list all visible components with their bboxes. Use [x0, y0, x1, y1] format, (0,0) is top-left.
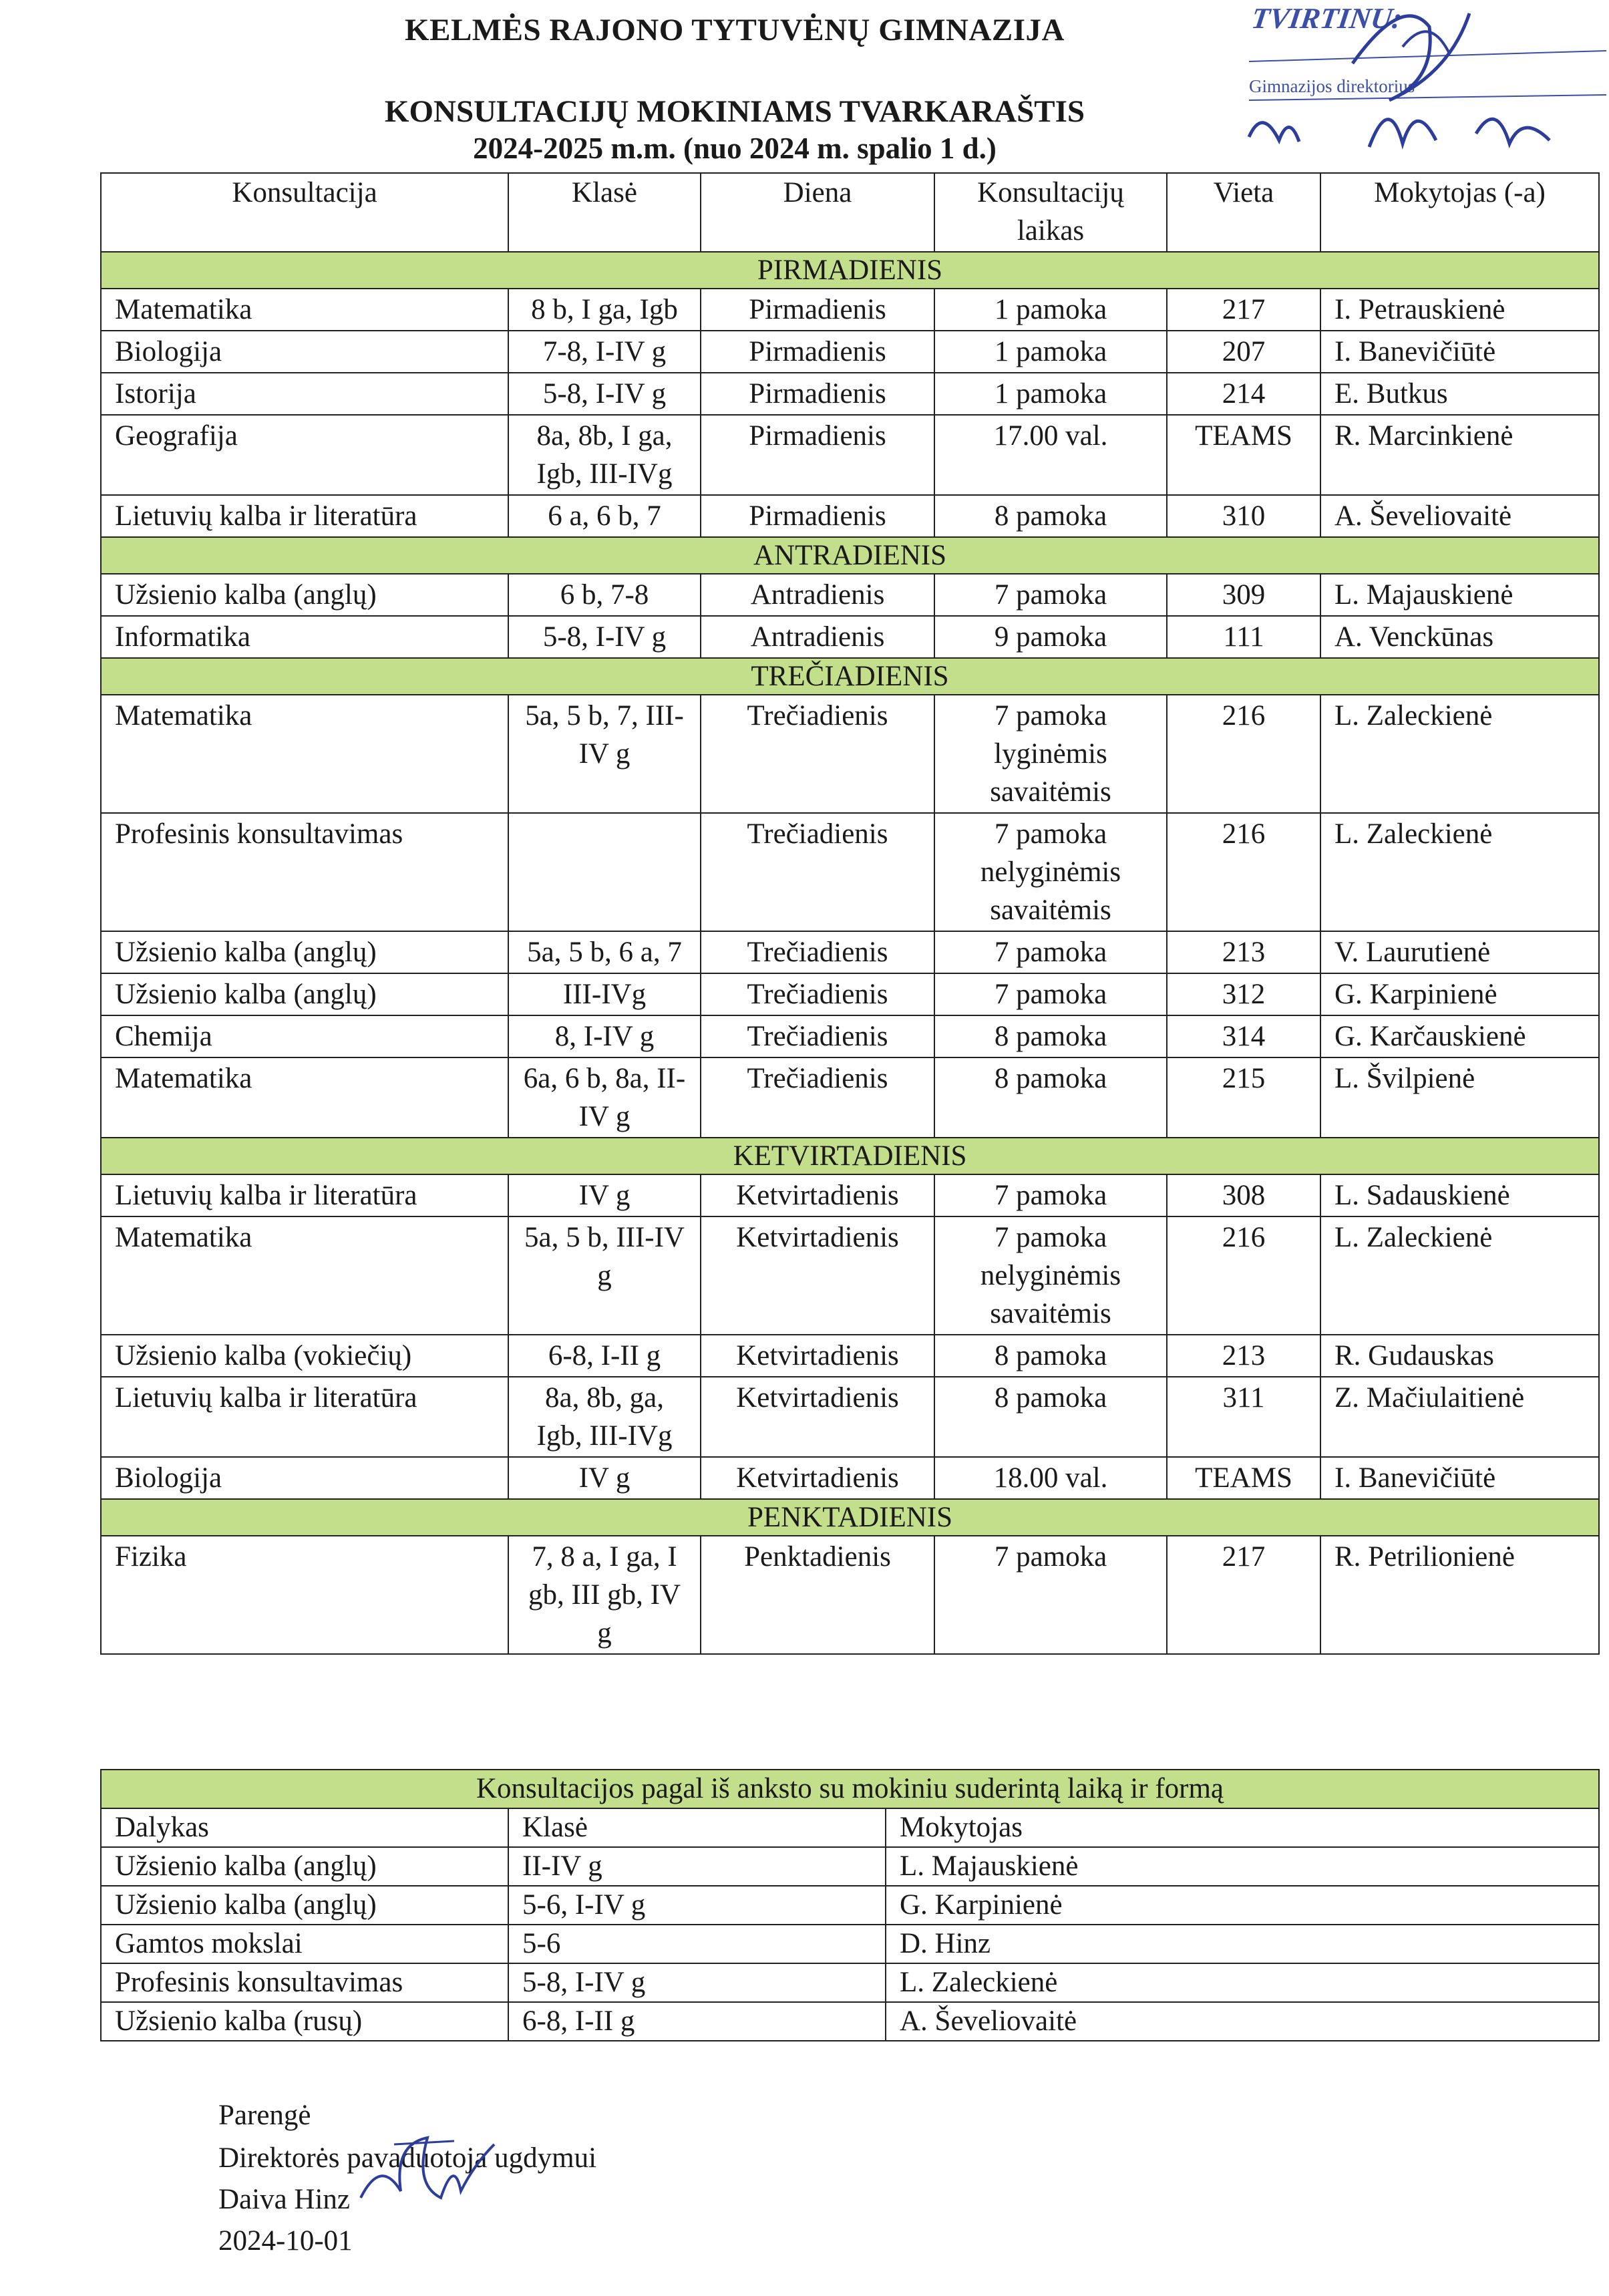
day-cell: Penktadienis [701, 1536, 934, 1654]
day-cell: Ketvirtadienis [701, 1457, 934, 1499]
time-cell: 7 pamoka nelyginėmis savaitėmis [934, 1216, 1167, 1335]
class-cell: IV g [508, 1457, 701, 1499]
author-position: Direktorės pavaduotoja ugdymui [218, 2142, 597, 2174]
class-cell: II-IV g [508, 1847, 886, 1886]
class-cell: 5-6, I-IV g [508, 1886, 886, 1925]
flexible-row [101, 1886, 1599, 1925]
flexible-title-row [101, 1770, 1599, 1808]
teacher-cell: I. Petrauskienė [1320, 289, 1599, 331]
time-cell: 8 pamoka [934, 1015, 1167, 1057]
class-cell: 7, 8 a, I ga, I gb, III gb, IV g [508, 1536, 701, 1654]
room-cell: 207 [1167, 331, 1320, 373]
day-heading-row [101, 658, 1599, 695]
time-cell: 7 pamoka [934, 574, 1167, 616]
flexible-row [101, 1963, 1599, 2002]
room-cell: 310 [1167, 495, 1320, 537]
day-cell: Ketvirtadienis [701, 1174, 934, 1216]
time-cell: 8 pamoka [934, 1335, 1167, 1377]
room-cell: 216 [1167, 695, 1320, 813]
time-cell: 1 pamoka [934, 373, 1167, 415]
time-cell: 7 pamoka [934, 1174, 1167, 1216]
schedule-header-row [101, 173, 1599, 252]
class-cell: 8, I-IV g [508, 1015, 701, 1057]
subject-cell: Istorija [101, 373, 508, 415]
day-heading-row [101, 1138, 1599, 1174]
schedule-row [101, 1216, 1599, 1335]
time-cell: 8 pamoka [934, 495, 1167, 537]
flexible-consultations-table [100, 1769, 1600, 2041]
column-header: Klasė [508, 173, 701, 252]
day-heading: TREČIADIENIS [101, 658, 1599, 695]
subject-cell: Gamtos mokslai [101, 1925, 508, 1963]
column-header: Konsultacija [101, 173, 508, 252]
time-cell: 1 pamoka [934, 331, 1167, 373]
schedule-row [101, 1457, 1599, 1499]
teacher-cell: R. Petrilionienė [1320, 1536, 1599, 1654]
column-header: Dalykas [101, 1808, 508, 1847]
column-header: Diena [701, 173, 934, 252]
day-heading: ANTRADIENIS [101, 537, 1599, 574]
class-cell: 5a, 5 b, 6 a, 7 [508, 931, 701, 973]
schedule-row [101, 373, 1599, 415]
day-heading-row [101, 252, 1599, 289]
schedule-row [101, 1377, 1599, 1457]
svg-text:Gimnazijos direktorius: Gimnazijos direktorius [1249, 76, 1415, 96]
day-cell: Pirmadienis [701, 289, 934, 331]
day-cell: Ketvirtadienis [701, 1335, 934, 1377]
subject-cell: Užsienio kalba (anglų) [101, 1847, 508, 1886]
class-cell: 6-8, I-II g [508, 2002, 886, 2041]
time-cell: 7 pamoka [934, 1536, 1167, 1654]
room-cell: 312 [1167, 973, 1320, 1015]
day-cell: Trečiadienis [701, 813, 934, 931]
room-cell: 311 [1167, 1377, 1320, 1457]
class-cell: 8a, 8b, I ga, Igb, III-IVg [508, 415, 701, 495]
room-cell: 309 [1167, 574, 1320, 616]
schedule-row [101, 695, 1599, 813]
schedule-row [101, 289, 1599, 331]
class-cell: IV g [508, 1174, 701, 1216]
subject-cell: Lietuvių kalba ir literatūra [101, 1174, 508, 1216]
day-cell: Trečiadienis [701, 695, 934, 813]
flexible-row [101, 1925, 1599, 1963]
subject-cell: Chemija [101, 1015, 508, 1057]
subject-cell: Matematika [101, 695, 508, 813]
schedule-row [101, 813, 1599, 931]
teacher-cell: L. Švilpienė [1320, 1057, 1599, 1138]
class-cell: 8a, 8b, ga, Igb, III-IVg [508, 1377, 701, 1457]
day-heading-row [101, 537, 1599, 574]
column-header: Konsultacijų laikas [934, 173, 1167, 252]
teacher-cell: I. Banevičiūtė [1320, 1457, 1599, 1499]
column-header: Mokytojas [886, 1808, 1599, 1847]
author-signature [354, 2118, 501, 2218]
day-cell: Antradienis [701, 616, 934, 658]
approval-stamp [1236, 0, 1609, 154]
subject-cell: Užsienio kalba (rusų) [101, 2002, 508, 2041]
teacher-cell: L. Zaleckienė [1320, 695, 1599, 813]
day-heading-row [101, 1499, 1599, 1536]
room-cell: 216 [1167, 813, 1320, 931]
teacher-cell: L. Zaleckienė [886, 1963, 1599, 2002]
room-cell: TEAMS [1167, 1457, 1320, 1499]
column-header: Vieta [1167, 173, 1320, 252]
subject-cell: Užsienio kalba (anglų) [101, 931, 508, 973]
class-cell: 8 b, I ga, Igb [508, 289, 701, 331]
day-cell: Pirmadienis [701, 331, 934, 373]
time-cell: 7 pamoka lyginėmis savaitėmis [934, 695, 1167, 813]
subject-cell: Biologija [101, 1457, 508, 1499]
subject-cell: Biologija [101, 331, 508, 373]
day-cell: Trečiadienis [701, 1057, 934, 1138]
column-header: Klasė [508, 1808, 886, 1847]
class-cell [508, 813, 701, 931]
teacher-cell: A. Ševeliovaitė [1320, 495, 1599, 537]
teacher-cell: A. Ševeliovaitė [886, 2002, 1599, 2041]
room-cell: 215 [1167, 1057, 1320, 1138]
teacher-cell: G. Karčauskienė [1320, 1015, 1599, 1057]
day-cell: Pirmadienis [701, 415, 934, 495]
room-cell: 216 [1167, 1216, 1320, 1335]
day-heading: PENKTADIENIS [101, 1499, 1599, 1536]
schedule-row [101, 931, 1599, 973]
author-name: Daiva Hinz [218, 2184, 351, 2215]
teacher-cell: I. Banevičiūtė [1320, 331, 1599, 373]
teacher-cell: R. Gudauskas [1320, 1335, 1599, 1377]
schedule-row [101, 495, 1599, 537]
flexible-row [101, 2002, 1599, 2041]
subject-cell: Užsienio kalba (anglų) [101, 1886, 508, 1925]
teacher-cell: R. Marcinkienė [1320, 415, 1599, 495]
class-cell: 6 a, 6 b, 7 [508, 495, 701, 537]
room-cell: 213 [1167, 931, 1320, 973]
teacher-cell: L. Majauskienė [1320, 574, 1599, 616]
class-cell: 5-8, I-IV g [508, 1963, 886, 2002]
day-heading: KETVIRTADIENIS [101, 1138, 1599, 1174]
subject-cell: Užsienio kalba (vokiečių) [101, 1335, 508, 1377]
teacher-cell: Z. Mačiulaitienė [1320, 1377, 1599, 1457]
schedule-row [101, 1335, 1599, 1377]
class-cell: 6-8, I-II g [508, 1335, 701, 1377]
teacher-cell: L. Sadauskienė [1320, 1174, 1599, 1216]
teacher-cell: D. Hinz [886, 1925, 1599, 1963]
schedule-row [101, 616, 1599, 658]
time-cell: 18.00 val. [934, 1457, 1167, 1499]
room-cell: 217 [1167, 1536, 1320, 1654]
prepared-by-label: Parengė [218, 2100, 311, 2131]
teacher-cell: L. Zaleckienė [1320, 1216, 1599, 1335]
class-cell: 6 b, 7-8 [508, 574, 701, 616]
teacher-cell: L. Zaleckienė [1320, 813, 1599, 931]
day-cell: Pirmadienis [701, 495, 934, 537]
room-cell: 214 [1167, 373, 1320, 415]
document-period: 2024-2025 m.m. (nuo 2024 m. spalio 1 d.) [473, 132, 997, 165]
class-cell: III-IVg [508, 973, 701, 1015]
day-cell: Ketvirtadienis [701, 1377, 934, 1457]
subject-cell: Fizika [101, 1536, 508, 1654]
teacher-cell: L. Majauskienė [886, 1847, 1599, 1886]
room-cell: 111 [1167, 616, 1320, 658]
room-cell: 308 [1167, 1174, 1320, 1216]
schedule-row [101, 973, 1599, 1015]
time-cell: 7 pamoka nelyginėmis savaitėmis [934, 813, 1167, 931]
schedule-row [101, 415, 1599, 495]
class-cell: 5a, 5 b, III-IV g [508, 1216, 701, 1335]
flexible-title: Konsultacijos pagal iš anksto su mokiniu suderintą laiką ir formą [101, 1770, 1599, 1808]
schedule-row [101, 1536, 1599, 1654]
time-cell: 1 pamoka [934, 289, 1167, 331]
svg-text:TVIRTINU:: TVIRTINU: [1249, 2, 1405, 35]
class-cell: 7-8, I-IV g [508, 331, 701, 373]
teacher-cell: V. Laurutienė [1320, 931, 1599, 973]
time-cell: 8 pamoka [934, 1377, 1167, 1457]
class-cell: 5-8, I-IV g [508, 373, 701, 415]
day-cell: Pirmadienis [701, 373, 934, 415]
day-cell: Ketvirtadienis [701, 1216, 934, 1335]
class-cell: 6a, 6 b, 8a, II- IV g [508, 1057, 701, 1138]
document-title: KONSULTACIJŲ MOKINIAMS TVARKARAŠTIS [384, 94, 1085, 129]
subject-cell: Matematika [101, 1216, 508, 1335]
subject-cell: Užsienio kalba (anglų) [101, 574, 508, 616]
class-cell: 5-6 [508, 1925, 886, 1963]
flexible-row [101, 1847, 1599, 1886]
school-name: KELMĖS RAJONO TYTUVĖNŲ GIMNAZIJA [405, 13, 1065, 47]
document-date: 2024-10-01 [218, 2225, 353, 2257]
class-cell: 5a, 5 b, 7, III-IV g [508, 695, 701, 813]
schedule-row [101, 1174, 1599, 1216]
schedule-row [101, 1015, 1599, 1057]
day-cell: Antradienis [701, 574, 934, 616]
column-header: Mokytojas (-a) [1320, 173, 1599, 252]
teacher-cell: G. Karpinienė [886, 1886, 1599, 1925]
subject-cell: Profesinis konsultavimas [101, 813, 508, 931]
class-cell: 5-8, I-IV g [508, 616, 701, 658]
day-cell: Trečiadienis [701, 931, 934, 973]
time-cell: 9 pamoka [934, 616, 1167, 658]
subject-cell: Matematika [101, 289, 508, 331]
teacher-cell: A. Venckūnas [1320, 616, 1599, 658]
subject-cell: Geografija [101, 415, 508, 495]
room-cell: 314 [1167, 1015, 1320, 1057]
schedule-row [101, 331, 1599, 373]
subject-cell: Užsienio kalba (anglų) [101, 973, 508, 1015]
day-cell: Trečiadienis [701, 1015, 934, 1057]
flexible-header-row [101, 1808, 1599, 1847]
subject-cell: Lietuvių kalba ir literatūra [101, 1377, 508, 1457]
consultation-schedule-table [100, 172, 1600, 1655]
subject-cell: Profesinis konsultavimas [101, 1963, 508, 2002]
subject-cell: Informatika [101, 616, 508, 658]
subject-cell: Matematika [101, 1057, 508, 1138]
day-cell: Trečiadienis [701, 973, 934, 1015]
time-cell: 17.00 val. [934, 415, 1167, 495]
teacher-cell: E. Butkus [1320, 373, 1599, 415]
room-cell: TEAMS [1167, 415, 1320, 495]
time-cell: 7 pamoka [934, 931, 1167, 973]
teacher-cell: G. Karpinienė [1320, 973, 1599, 1015]
day-heading: PIRMADIENIS [101, 252, 1599, 289]
room-cell: 217 [1167, 289, 1320, 331]
subject-cell: Lietuvių kalba ir literatūra [101, 495, 508, 537]
room-cell: 213 [1167, 1335, 1320, 1377]
schedule-row [101, 574, 1599, 616]
schedule-row [101, 1057, 1599, 1138]
time-cell: 8 pamoka [934, 1057, 1167, 1138]
time-cell: 7 pamoka [934, 973, 1167, 1015]
